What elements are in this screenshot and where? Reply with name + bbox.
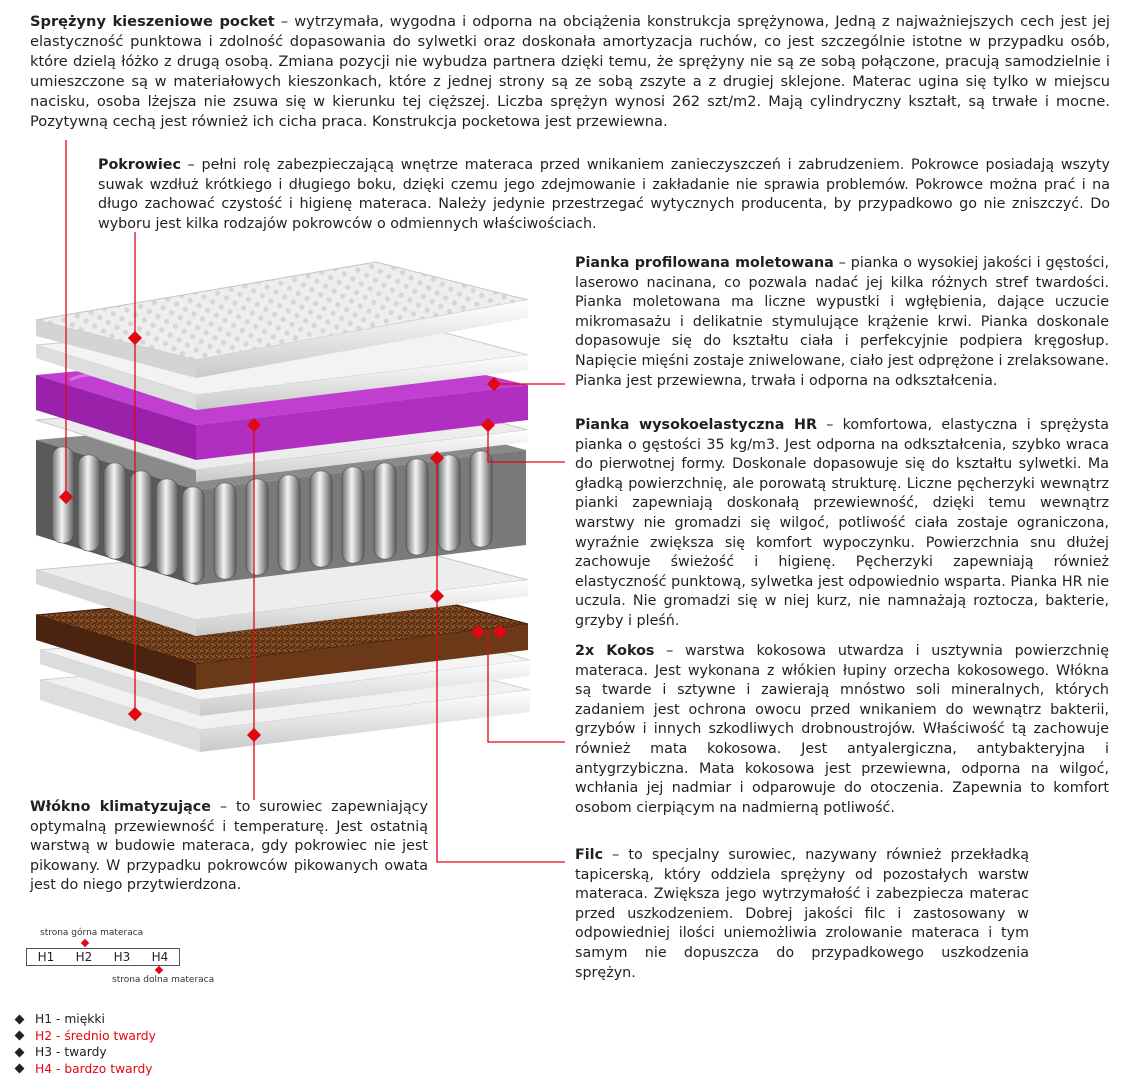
felt-title: Filc xyxy=(575,847,604,863)
hr-foam-description xyxy=(575,416,1109,632)
diamond-bullet-icon xyxy=(15,1047,25,1057)
legend-label: H2 - średnio twardy xyxy=(35,1028,156,1043)
pocket-spring xyxy=(104,463,126,559)
bottom-side-caption: strona dolna materaca xyxy=(112,975,215,985)
coconut-text: – warstwa kokosowa utwardza i usztywnia powierzchnię materaca. Jest wykonana z włókien łupiny orzecha kokosowego. Włókna są twarde i sztywne i zawierają mnóstwo soli mineralnych, których zadaniem jest ochrona owocu przed wnikaniem do wewnątrz bakterii, grzybów i innych szkodliwych drobnoustrojów. Właściwość tą zachowuje również mata kokosowa. Jest antyalergiczna, antybakteryjna i antygrzybiczna. Mata kokosowa jest przewiewna, odporna na wilgoć, wchłania jej nadmiar i odparowuje do otoczenia. Zapewnia to komfort osobom cierpiącym na nadmierną potliwość. xyxy=(575,643,1109,816)
pocket-springs-text: – wytrzymała, wygodna i odporna na obciążenia konstrukcja sprężynowa, Jedną z najważniejszych cech jest jej elastyczność punktowa i zdolność dopasowania do sylwetki oraz doskonała amortyzacja ruchów, co jest szczególnie istotne w przypadku osób, które dzielą łóżko z drugą osobą. Zmiana pozycji nie wybudza partnera dzięki temu, że sprężyny nie są ze sobą połączone, pracują samodzielnie i umieszczone są w materiałowych kieszonkach, które z jednej strony są ze sobą zszyte a z drugiej sklejone. Materac ugina się tylko w miejscu nacisku, osoba lżejsza nie zsuwa się w kierunku tej cięższej. Liczba sprężyn wynosi 262 szt/m2. Mają cylindryczny kształt, są trwałe i mocne. Pozytywną cechą jest również ich cicha praca. Konstrukcja pocketowa jest przewiewna. xyxy=(30,13,1110,130)
felt-text: – to specjalny surowiec, nazywany również przekładką tapicerską, który oddziela sprężyny od pozostałych warstw materaca. Zwiększa jego wytrzymałość i zabezpiecza materac przed uszkodzeniem. Dobrej jakości filc i zastosowany w odpowiedniej ilości uniemożliwia zrolowanie materaca i tym samym nie dopuszcza do przypadkowego uszkodzenia sprężyn. xyxy=(575,847,1029,981)
legend-item xyxy=(14,1028,156,1045)
legend-label: H1 - miękki xyxy=(35,1012,105,1026)
fibre-title: Włókno klimatyzujące xyxy=(30,799,211,815)
fibre-text: – to surowiec zapewniający optymalną przewiewność i temperaturę. Jest ostatnią warstwą w budowie materaca, gdy pokrowiec nie jest pikowany. W przypadku pokrowców pikowanych owata jest do niego przytwierdzona. xyxy=(30,799,428,894)
pocket-spring xyxy=(78,455,100,551)
hr-foam-text: – komfortowa, elastyczna i sprężysta pianka o gęstości 35 kg/m3. Jest odporna na odkształcenia, szybko wraca do pierwotnej formy. Doskonale dopasowuje się do kształtu sylwetki. Ma gładką powierzchnię, ale porowatą strukturę. Liczne pęcherzyki wewnątrz pianki zapewniają doskonałą przewiewność, dzięki temu wewnątrz warstwy nie gromadzi się wilgoć, potliwość ciała zostaje ograniczona, wyraźnie zwiększa się komfort wypoczynku. Powierzchnia snu dłużej zachowuje świeżość i higienę. Pęcherzyki zapewniają również elastyczność punktową, sylwetka jest odpowiednio wsparta. Pianka HR nie uczula. Nie gromadzi się w niej kurz, nie namnażają roztocza, bakterie, grzyby i pleśń. xyxy=(575,417,1109,629)
pocket-spring xyxy=(374,463,396,559)
cover-description xyxy=(98,156,1110,234)
pocket-spring xyxy=(130,471,152,567)
hardness-scale xyxy=(26,928,226,998)
diamond-bullet-icon xyxy=(15,1031,25,1041)
cover-text: – pełni rolę zabezpieczającą wnętrze materaca przed wnikaniem zanieczyszczeń i zabrudzeniem. Pokrowce posiadają wszyty suwak wzdłuż krótkiego i długiego boku, dzięki czemu jego zdejmowanie i zakładanie nie sprawia problemów. Pokrowce można prać i na długo zachować czystość i higienę materaca. Należy jedynie przestrzegać wytycznych producenta, by przypadkowo go nie zniszczyć. Do wyboru jest kilka rodzajów pokrowców o odmiennych właściwościach. xyxy=(98,157,1110,232)
diamond-bullet-icon xyxy=(15,1014,25,1024)
scale-cell-h3: H3 xyxy=(113,950,131,964)
top-side-marker-icon xyxy=(80,938,90,948)
profiled-foam-title: Pianka profilowana moletowana xyxy=(575,255,834,271)
diamond-bullet-icon xyxy=(15,1064,25,1074)
profiled-foam-text: – pianka o wysokiej jakości i gęstości, laserowo nacinana, co pozwala nadać jej kilka różnych stref twardości. Pianka moletowana ma liczne wypustki i wgłębienia, dające uczucie mikromasażu i delikatnie stymulujące krążenie krwi. Pianka doskonale dopasowuje się do kształtu ciała i perfekcyjnie podpiera kręgosłup. Napięcie mięśni zostaje zniwelowane, ciało jest odprężone i zrelaksowane. Pianka jest przewiewna, trwała i odporna na odkształcenia. xyxy=(575,255,1110,389)
pocket-spring xyxy=(310,471,332,567)
hr-foam-title: Pianka wysokoelastyczna HR xyxy=(575,417,818,433)
pocket-spring xyxy=(406,459,428,555)
pocket-springs-title: Sprężyny kieszeniowe pocket xyxy=(30,13,275,30)
legend-label: H4 - bardzo twardy xyxy=(35,1061,153,1076)
pocket-spring xyxy=(278,475,300,571)
coconut-description xyxy=(575,642,1109,818)
bottom-side-marker-icon xyxy=(154,965,164,975)
fibre-description xyxy=(30,798,428,896)
cover-title: Pokrowiec xyxy=(98,157,181,173)
pocket-springs-description xyxy=(30,12,1110,132)
pocket-spring xyxy=(470,451,492,547)
hardness-legend xyxy=(14,1011,156,1077)
scale-cell-h4: H4 xyxy=(151,950,169,964)
legend-item xyxy=(14,1061,156,1078)
pocket-spring xyxy=(156,479,178,575)
scale-cell-h2: H2 xyxy=(75,950,93,964)
felt-description xyxy=(575,846,1029,983)
legend-item xyxy=(14,1011,156,1028)
pocket-spring xyxy=(342,467,364,563)
scale-cell-h1: H1 xyxy=(37,950,55,964)
pocket-spring xyxy=(438,455,460,551)
top-side-caption: strona górna materaca xyxy=(40,928,144,938)
profiled-foam-description xyxy=(575,254,1109,391)
pocket-spring xyxy=(214,483,236,579)
legend-item xyxy=(14,1044,156,1061)
hardness-scale-box xyxy=(26,948,180,966)
legend-label: H3 - twardy xyxy=(35,1045,107,1059)
pocket-spring xyxy=(182,487,204,583)
pocket-spring xyxy=(246,479,268,575)
coconut-title: 2x Kokos xyxy=(575,643,655,659)
